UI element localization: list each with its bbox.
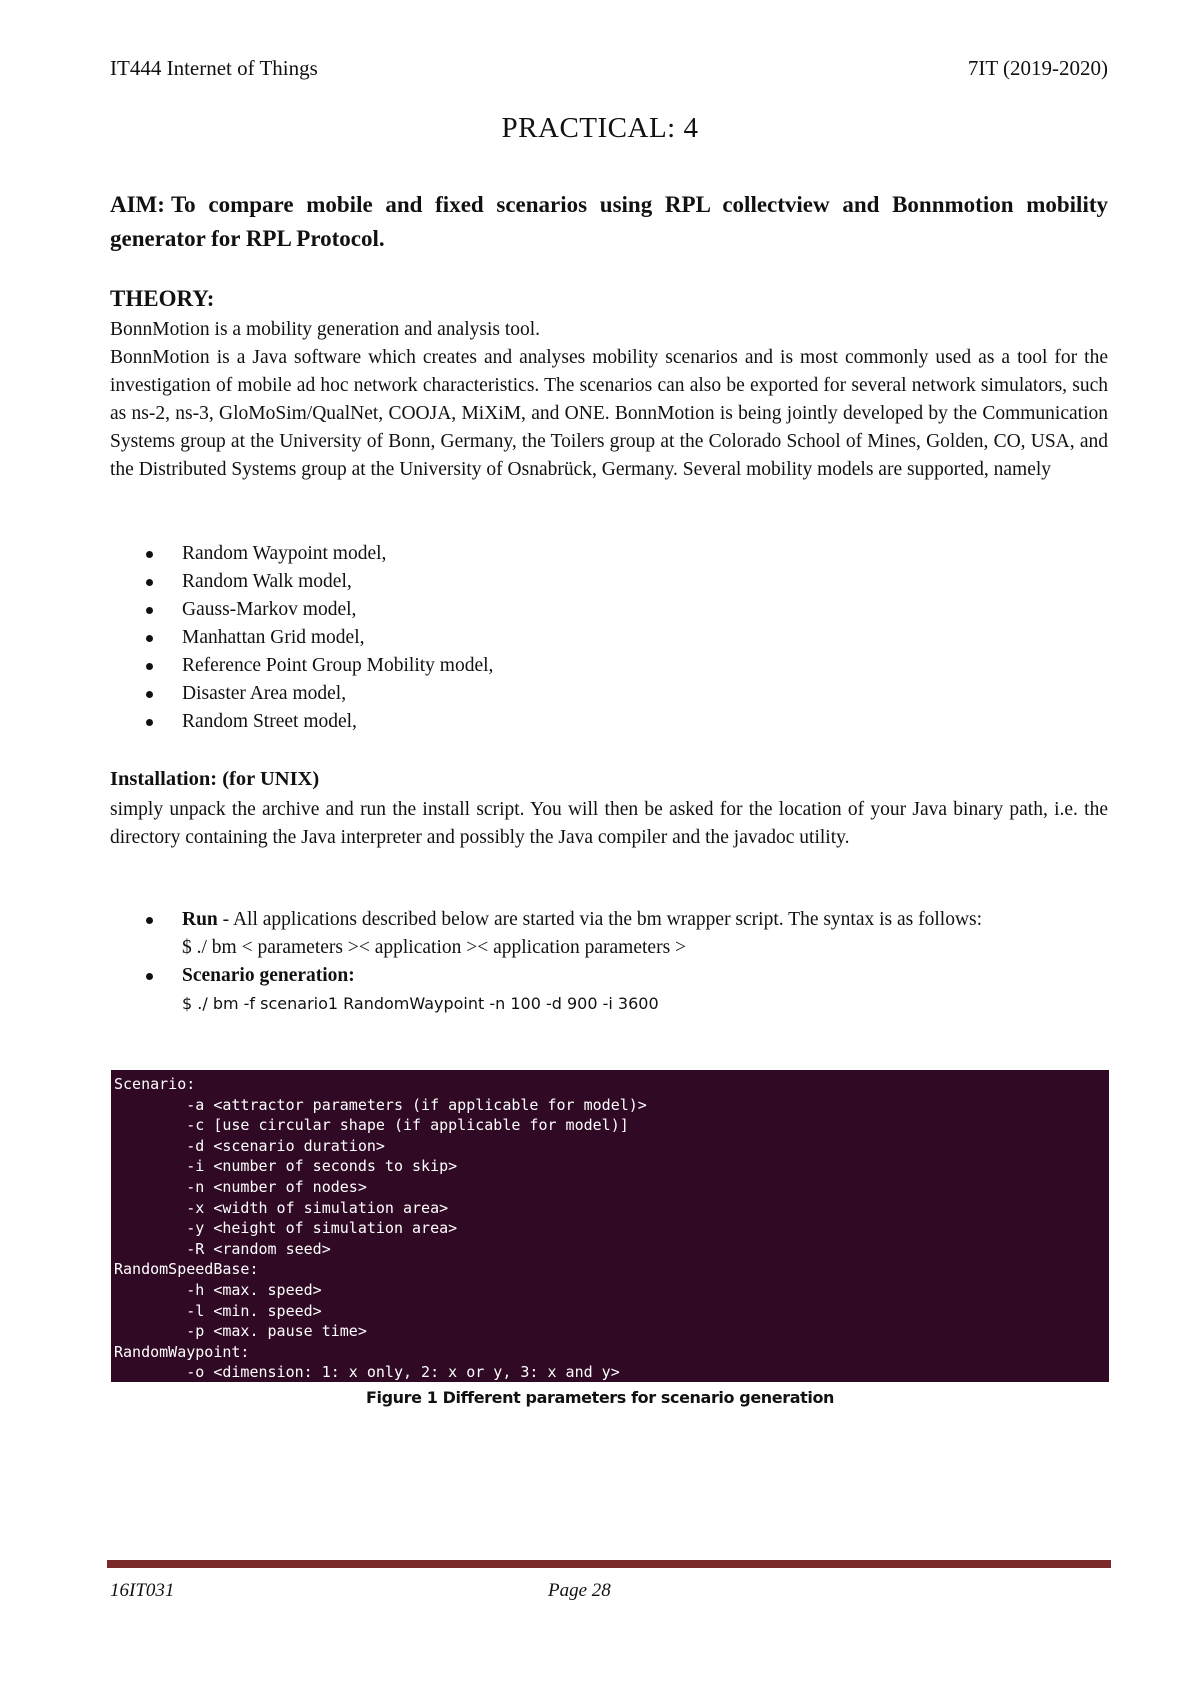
terminal-line: -o <dimension: 1: x only, 2: x or y, 3: x and y>: [114, 1363, 620, 1382]
run-description: - All applications described below are started via the bm wrapper script. The syntax is as follows:: [217, 909, 983, 930]
terminal-line: -p <max. pause time>: [114, 1322, 367, 1341]
terminal-line: -h <max. speed>: [114, 1280, 322, 1299]
list-item: Random Walk model,: [146, 568, 493, 596]
course-title: IT444 Internet of Things: [110, 56, 318, 80]
list-item: Random Street model,: [146, 708, 493, 736]
scenario-label: Scenario generation:: [182, 965, 355, 986]
scenario-command: $ ./ bm -f scenario1 RandomWaypoint -n 100 -d 900 -i 3600: [182, 994, 659, 1013]
terminal-line: -i <number of seconds to skip>: [114, 1157, 458, 1176]
figure-caption: Figure 1 Different parameters for scenario generation: [365, 1388, 835, 1407]
list-item: Random Waypoint model,: [146, 540, 493, 568]
theory-heading: THEORY:: [110, 286, 215, 311]
terminal-screenshot: [111, 1070, 1109, 1382]
theory-body: [110, 316, 1108, 484]
aim-statement: [110, 188, 1108, 256]
semester-label: 7IT (2019-2020): [967, 56, 1108, 80]
practical-title: PRACTICAL: 4: [501, 112, 699, 144]
terminal-line: -x <width of simulation area>: [114, 1198, 449, 1217]
terminal-line: -d <scenario duration>: [114, 1136, 385, 1155]
terminal-line: -a <attractor parameters (if applicable for model)>: [114, 1095, 647, 1114]
terminal-line: -n <number of nodes>: [114, 1177, 367, 1196]
scenario-step: [146, 962, 1108, 1018]
footer-rule: [107, 1560, 1111, 1568]
aim-text: To compare mobile and fixed scenarios using RPL collectview and Bonnmotion mobility generator for RPL Protocol.: [110, 192, 1108, 251]
run-command: $ ./ bm < parameters >< application >< application parameters >: [182, 937, 687, 958]
terminal-line: -l <min. speed>: [114, 1301, 322, 1320]
installation-text: simply unpack the archive and run the install script. You will then be asked for the location of your Java binary path, i.e. the directory containing the Java interpreter and possibly the Java compiler and the javadoc utility.: [110, 799, 1108, 848]
run-label: Run: [182, 909, 218, 930]
terminal-line: -c [use circular shape (if applicable for model)]: [114, 1116, 629, 1135]
list-item: Disaster Area model,: [146, 680, 493, 708]
list-item: Manhattan Grid model,: [146, 624, 493, 652]
theory-paragraph-2: BonnMotion is a Java software which creates and analyses mobility scenarios and is most commonly used as a tool for the investigation of mobile ad hoc network characteristics. The scenarios can also be exported for several network simulators, such as ns-2, ns-3, GloMoSim/QualNet, COOJA, MiXiM, and ONE. BonnMotion is being jointly developed by the Communication Systems group at the University of Bonn, Germany, the Toilers group at the Colorado School of Mines, Golden, CO, USA, and the Distributed Systems group at the University of Osnabrück, Germany. Several mobility models are supported, namely: [110, 347, 1108, 480]
page-header: [110, 56, 1108, 81]
terminal-line: -R <random seed>: [114, 1239, 331, 1258]
aim-label: AIM:: [110, 192, 165, 217]
installation-heading: Installation: (for UNIX): [110, 768, 320, 790]
terminal-line: Scenario:: [114, 1075, 196, 1093]
page-number: Page 28: [548, 1580, 611, 1601]
list-item: Reference Point Group Mobility model,: [146, 652, 493, 680]
student-id: 16IT031: [110, 1580, 175, 1601]
list-item: Gauss-Markov model,: [146, 596, 493, 624]
terminal-line: RandomSpeedBase:: [114, 1260, 259, 1279]
mobility-models-list: [146, 540, 493, 736]
terminal-line: RandomWaypoint:: [114, 1342, 250, 1361]
run-step: [146, 906, 1108, 962]
theory-paragraph-1: BonnMotion is a mobility generation and analysis tool.: [110, 319, 541, 340]
terminal-line: -y <height of simulation area>: [114, 1219, 458, 1238]
usage-steps-list: [146, 906, 1108, 1018]
